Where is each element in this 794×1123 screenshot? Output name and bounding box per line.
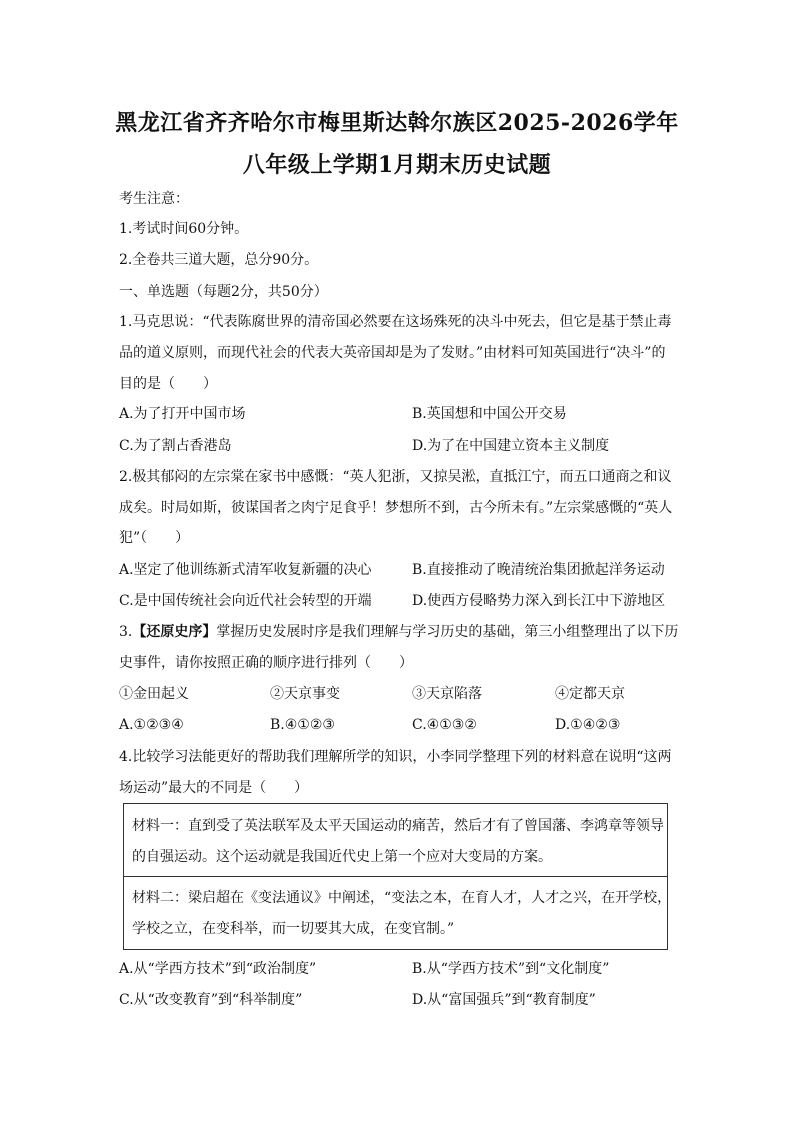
q3-event-2: ②天京事变 bbox=[270, 686, 340, 702]
material1-line-2: 的自强运动。这个运动就是我国近代史上第一个应对大变局的方案。 bbox=[132, 849, 552, 865]
q3-option-a[interactable]: A.①②③④ bbox=[119, 717, 184, 733]
material1-line-1: 材料一：直到受了英法联军及太平天国运动的痛苦，然后才有了曾国藩、李鸿章等领导 bbox=[132, 818, 664, 834]
notice-item-2: 2.全卷共三道大题，总分90分。 bbox=[119, 252, 319, 268]
q2-line-1: 2.极其郁闷的左宗棠在家书中感慨：“英人犯浙，又掠吴淞，直抵江宁，而五口通商之和议 bbox=[119, 469, 672, 485]
q2-option-d[interactable]: D.使西方侵略势力深入到长江中下游地区 bbox=[412, 593, 666, 609]
q3-option-c[interactable]: C.④①③② bbox=[412, 717, 477, 733]
q2-line-2: 成矣。时局如斯，彼谋国者之肉宁足食乎！梦想所不到，古今所未有。”左宗棠感慨的“英人 bbox=[119, 500, 673, 516]
q3-option-b[interactable]: B.④①②③ bbox=[270, 717, 335, 733]
q2-line-3: 犯”（ ） bbox=[119, 530, 190, 546]
material2-line-1: 材料二：梁启超在《变法通议》中阐述，“变法之本，在育人才，人才之兴，在开学校， bbox=[132, 890, 672, 906]
q3-event-1: ①金田起义 bbox=[119, 686, 189, 702]
q1-option-a[interactable]: A.为了打开中国市场 bbox=[119, 406, 246, 422]
q3-number: 3. bbox=[119, 624, 133, 640]
q2-option-c[interactable]: C.是中国传统社会向近代社会转型的开端 bbox=[119, 593, 372, 609]
exam-title-line1: 黑龙江省齐齐哈尔市梅里斯达斡尔族区2025-2026学年 bbox=[115, 110, 679, 136]
material2-line-2: 学校之立，在变科举，而一切要其大成，在变官制。” bbox=[132, 921, 455, 937]
q3-event-4: ④定都天京 bbox=[555, 686, 625, 702]
q1-option-b[interactable]: B.英国想和中国公开交易 bbox=[412, 406, 567, 422]
section-heading: 一、单选题（每题2分，共50分） bbox=[119, 284, 328, 300]
q3-tag: 【还原史序】 bbox=[132, 624, 217, 640]
notice-heading: 考生注意： bbox=[119, 191, 189, 207]
q3-line-1 bbox=[119, 623, 678, 641]
notice-item-1: 1.考试时间60分钟。 bbox=[119, 221, 249, 237]
q1-line-2: 品的道义原则，而现代社会的代表大英帝国却是为了发财。”由材料可知英国进行“决斗”的 bbox=[119, 345, 666, 361]
q1-line-3: 目的是（ ） bbox=[119, 376, 217, 392]
q3-option-d[interactable]: D.①④②③ bbox=[555, 717, 621, 733]
q3-line-1-text: 掌握历史发展时序是我们理解与学习历史的基础，第三小组整理出了以下历 bbox=[216, 624, 679, 640]
q1-line-1: 1.马克思说：“代表陈腐世界的清帝国必然要在这场殊死的决斗中死去，但它是基于禁止毒 bbox=[119, 314, 672, 330]
q1-option-c[interactable]: C.为了割占香港岛 bbox=[119, 438, 232, 454]
exam-title-line2: 八年级上学期1月期末历史试题 bbox=[242, 152, 552, 178]
q4-option-d[interactable]: D.从“富国强兵”到“教育制度” bbox=[412, 992, 596, 1008]
q3-event-3: ③天京陷落 bbox=[412, 686, 482, 702]
q4-option-c[interactable]: C.从“改变教育”到“科举制度” bbox=[119, 992, 303, 1008]
q4-line-1: 4.比较学习法能更好的帮助我们理解所学的知识，小李同学整理下列的材料意在说明“这两 bbox=[119, 749, 672, 765]
q2-option-b[interactable]: B.直接推动了晚清统治集团掀起洋务运动 bbox=[412, 562, 665, 578]
q4-option-a[interactable]: A.从“学西方技术”到“政治制度” bbox=[119, 961, 317, 977]
q4-option-b[interactable]: B.从“学西方技术”到“文化制度” bbox=[412, 961, 610, 977]
q2-option-a[interactable]: A.坚定了他训练新式清军收复新疆的决心 bbox=[119, 562, 372, 578]
q3-line-2: 史事件，请你按照正确的顺序进行排列（ ） bbox=[119, 655, 413, 671]
q4-line-2: 场运动”最大的不同是（ ） bbox=[119, 780, 309, 796]
q1-option-d[interactable]: D.为了在中国建立资本主义制度 bbox=[412, 438, 610, 454]
materials-divider bbox=[123, 876, 668, 877]
